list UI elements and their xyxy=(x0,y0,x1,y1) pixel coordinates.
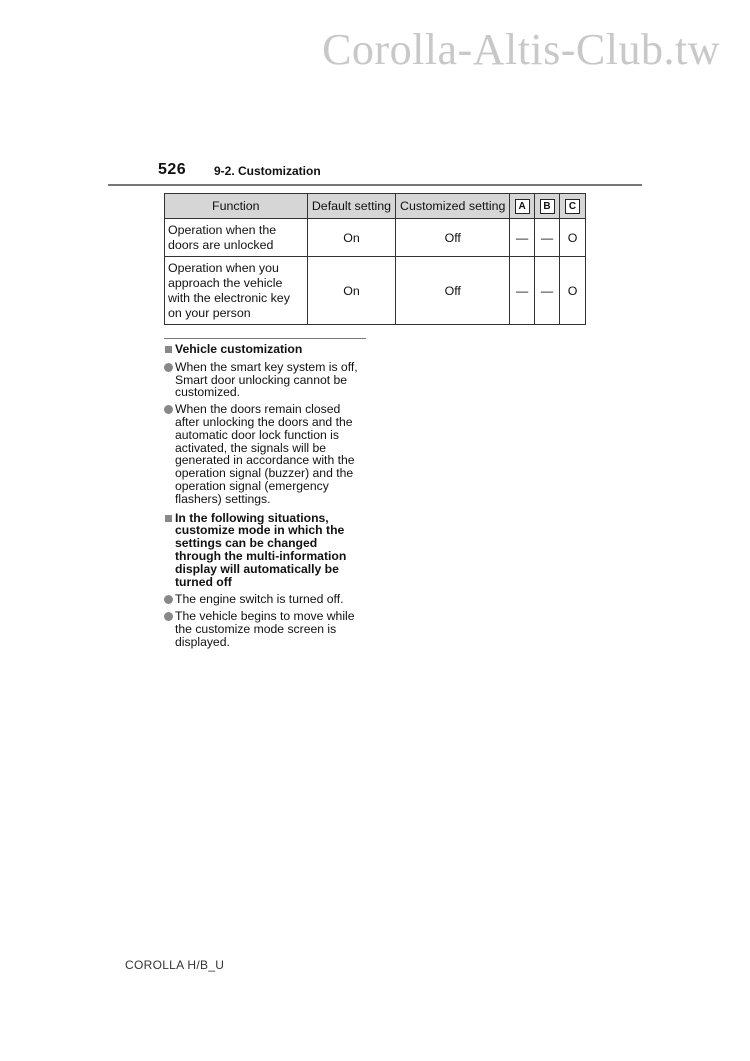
column-header-customized-setting: Customized setting xyxy=(396,194,510,219)
situations-heading: In the following situations, customize mode in which the settings can be changed through the multi-information display will automatically be turned off xyxy=(164,512,366,589)
notes-section xyxy=(164,338,366,653)
default-setting-cell: On xyxy=(307,219,396,257)
note-bullet: The engine switch is turned off. xyxy=(164,593,366,606)
page-header xyxy=(108,160,642,186)
table-row xyxy=(165,219,586,257)
column-header-function: Function xyxy=(165,194,308,219)
mode-b-cell: — xyxy=(535,219,560,257)
watermark-text: Corolla-Altis-Club.tw xyxy=(322,25,720,74)
mode-b-icon: B xyxy=(540,199,555,214)
mode-a-cell: — xyxy=(510,257,535,325)
customization-table xyxy=(164,193,586,325)
mode-c-cell: O xyxy=(560,219,586,257)
column-header-mode-b xyxy=(535,194,560,219)
customized-setting-cell: Off xyxy=(396,257,510,325)
section-title: 9-2. Customization xyxy=(214,164,321,178)
column-header-mode-a xyxy=(510,194,535,219)
vehicle-customization-heading: Vehicle customization xyxy=(164,343,366,356)
mode-c-icon: C xyxy=(565,199,580,214)
mode-b-cell: — xyxy=(535,257,560,325)
note-bullet: When the doors remain closed after unlocking the doors and the automatic door lock function is activated, the signals will be generated in accordance with the operation signal (buzzer) and the operation signal (emergency flashers) settings. xyxy=(164,403,366,505)
function-cell: Operation when you approach the vehicle with the electronic key on your person xyxy=(165,257,308,325)
page-number: 526 xyxy=(158,161,187,178)
column-header-mode-c xyxy=(560,194,586,219)
mode-a-icon: A xyxy=(515,199,530,214)
note-bullet: The vehicle begins to move while the customize mode screen is displayed. xyxy=(164,610,366,648)
mode-c-cell: O xyxy=(560,257,586,325)
customized-setting-cell: Off xyxy=(396,219,510,257)
default-setting-cell: On xyxy=(307,257,396,325)
table-row xyxy=(165,257,586,325)
note-bullet: When the smart key system is off, Smart door unlocking cannot be customized. xyxy=(164,361,366,399)
mode-a-cell: — xyxy=(510,219,535,257)
page-footer: COROLLA H/B_U xyxy=(125,958,225,972)
function-cell: Operation when the doors are unlocked xyxy=(165,219,308,257)
column-header-default-setting: Default setting xyxy=(307,194,396,219)
table-header-row xyxy=(165,194,586,219)
